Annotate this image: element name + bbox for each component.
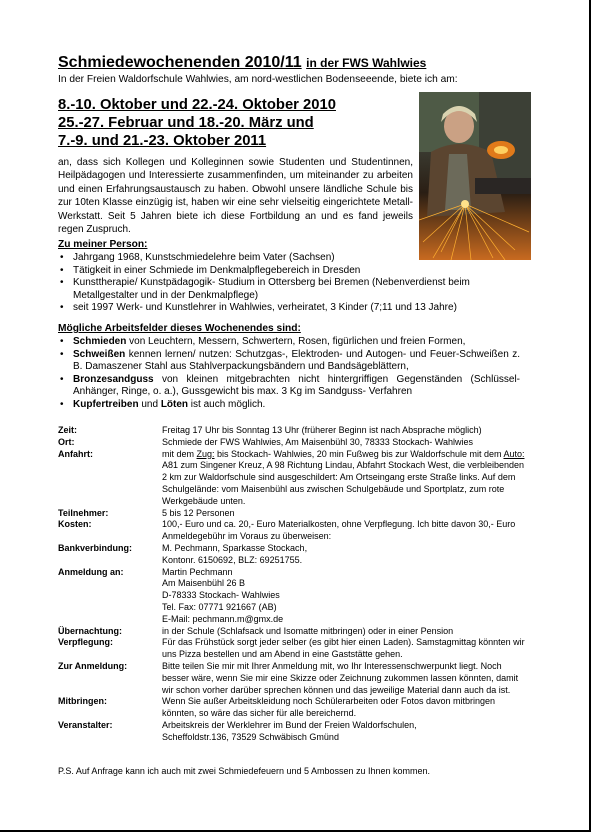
- list-item: • Tätigkeit in einer Schmiede im Denkmalpflegebereich in Dresden: [58, 265, 528, 278]
- field-text: von Leuchtern, Messern, Schwertern, Rosen, figürlichen und freien Formen,: [126, 336, 466, 347]
- info-label: Mitbringen:: [58, 696, 107, 707]
- title-main: Schmiedewochenenden 2010/11: [58, 54, 302, 71]
- info-label: Teilnehmer:: [58, 507, 109, 518]
- info-row-ort: [58, 437, 527, 449]
- info-row-anmeldung: [58, 567, 527, 626]
- info-value: Schmiede der FWS Wahlwies, Am Maisenbühl 30, 78333 Stockach- Wahlwies: [162, 436, 473, 447]
- field-text: ist auch möglich.: [188, 398, 266, 410]
- postscript: P.S. Auf Anfrage kann ich auch mit zwei Schmiedefeuern und 5 Ambossen zu Ihnen kommen.: [58, 766, 431, 776]
- field-text: kennen lernen/ nutzen: Schutzgas-, Elektroden- und Autogen- und Feuer-Schweißen z. B. Damaszener Stahl aus Stahlverpackungsbändern und Bandsägeblättern,: [73, 348, 520, 373]
- list-item: [58, 399, 520, 412]
- info-label: Zeit:: [58, 425, 77, 435]
- fields-list: [58, 336, 520, 412]
- date-line: 25.-27. Februar und 18.-20. März und: [58, 115, 314, 131]
- info-label: Ort:: [58, 436, 75, 447]
- list-item: [58, 336, 520, 349]
- info-value: 100,- Euro und ca. 20,- Euro Materialkosten, ohne Verpflegung. Ich bitte davon 30,- Euro Anmeldegebühr im Voraus zu überweisen:: [162, 519, 516, 542]
- contact-line: D-78333 Stockach- Wahlwies: [162, 590, 280, 601]
- contact-line: Am Maisenbühl 26 B: [162, 578, 246, 589]
- list-item: [58, 349, 520, 374]
- field-text: und: [138, 398, 161, 410]
- info-row-zur-anmeldung: [58, 661, 527, 696]
- blacksmith-photo-graphic: [419, 92, 531, 260]
- field-name: Schmieden: [73, 336, 127, 347]
- anfahrt-text: bis Stockach- Wahlwies, 20 min Fußweg bis zur Waldorfschule mit dem: [214, 448, 504, 459]
- info-row-kosten: [58, 519, 527, 543]
- anfahrt-zug: Zug:: [196, 448, 215, 459]
- info-value: Freitag 17 Uhr bis Sonntag 13 Uhr (früherer Beginn ist nach Absprache möglich): [162, 425, 482, 435]
- info-label: Kosten:: [58, 519, 92, 530]
- list-item: [58, 374, 520, 399]
- info-label: Veranstalter:: [58, 719, 113, 730]
- info-value: Wenn Sie außer Arbeitskleidung noch Schülerarbeiten oder Fotos davon mitbringen könnten, so wäre das sicher für alle bereichernd.: [162, 696, 496, 719]
- date-line: 8.-10. Oktober und 22.-24. Oktober 2010: [58, 97, 336, 113]
- organizer-line: Arbeitskreis der Werklehrer im Bund der Freien Waldorfschulen,: [162, 719, 417, 730]
- field-name: Löten: [160, 398, 189, 410]
- email-link[interactable]: E-Mail: pechmann.m@gmx.de: [162, 613, 284, 624]
- document-title: [58, 54, 426, 72]
- info-row-mitbringen: [58, 696, 527, 720]
- info-table: [58, 425, 527, 744]
- field-name: Bronzesandguss: [73, 373, 154, 385]
- anfahrt-text: mit dem: [162, 448, 197, 459]
- info-row-teilnehmer: [58, 508, 527, 520]
- date-line: 7.-9. und 21.-23. Oktober 2011: [58, 133, 267, 149]
- description-paragraph: an, dass sich Kollegen und Kolleginnen sowie Studenten und Studentinnen, Heilpädagogen und Interessierte zusammenfinden, um miteinander zu arbeiten und einen Erfahrungsaustausch zu haben. Obwohl unsere ländliche Schule bis zur 10ten Klasse einzügig ist, haben wir eine sehr vielseitig eingerichtete Metall-Werkstatt. Seit 5 Jahren biete ich diese Fortbildung an und es fand jeweils regen Zuspruch.: [58, 157, 413, 236]
- info-label: Verpflegung:: [58, 637, 114, 648]
- person-heading: Zu meiner Person:: [58, 239, 148, 250]
- contact-line: Martin Pechmann: [162, 566, 233, 577]
- info-value: in der Schule (Schlafsack und Isomatte mitbringen) oder in einer Pension: [162, 625, 454, 636]
- list-item: • Kunsttherapie/ Kunstpädagogik- Studium in Ottersberg bei Bremen (Nebenverdienst beim Metallgestalter und in der Denkmalpflege): [58, 277, 528, 302]
- info-label: Bankverbindung:: [58, 542, 133, 553]
- field-name: Kupfertreiben: [73, 398, 139, 410]
- info-value: [162, 543, 527, 567]
- info-value: 5 bis 12 Personen: [162, 507, 235, 518]
- info-label: Zur Anmeldung:: [58, 660, 128, 671]
- info-value: [162, 449, 527, 508]
- info-value: Bitte teilen Sie mir mit Ihrer Anmeldung mit, wo Ihr Interessenschwerpunkt liegt. Noch besser wäre, wenn Sie mir eine Skizze oder Zeichnung zukommen lassen könnten, damit wir schon vorher darüber sprechen können und das jeweilige Material dann auch da ist.: [162, 660, 519, 695]
- info-label: Übernachtung:: [58, 625, 122, 636]
- fields-heading: Mögliche Arbeitsfelder dieses Wochenendes sind:: [58, 323, 301, 334]
- anfahrt-text: A81 zum Singener Kreuz, A 98 Richtung Lindau, Abfahrt Stockach West, die verbleibenden 2 km zur Waldorfschule sind ausgeschildert: Am Ortseingang erste Straße links. Auf dem Schulgelände: vom Maisenbühl aus zwischen Schulgebäude und Sportplatz, zum rote Werkgebäude unten.: [162, 460, 525, 506]
- blacksmith-photo: [419, 92, 531, 260]
- info-row-anfahrt: [58, 449, 527, 508]
- info-row-bank: [58, 543, 527, 567]
- list-item: • Jahrgang 1968, Kunstschmiedelehre beim Vater (Sachsen): [58, 252, 528, 265]
- list-item: • seit 1997 Werk- und Kunstlehrer in Wahlwies, verheiratet, 3 Kinder (7;11 und 13 Jahre): [58, 302, 528, 315]
- info-value: Für das Frühstück sorgt jeder selber (es gibt hier einen Laden). Samstagmittag könnten wir uns Pizza bestellen und am Abend in eine Gaststätte gehen.: [162, 637, 525, 660]
- bank-line: Kontonr. 6150692, BLZ: 69251755.: [162, 554, 303, 565]
- info-value: [162, 567, 527, 626]
- person-list: [58, 252, 528, 315]
- field-name: Schweißen: [73, 348, 126, 360]
- info-label: Anmeldung an:: [58, 566, 124, 577]
- intro-text: In der Freien Waldorfschule Wahlwies, am nord-westlichen Bodenseeende, biete ich am:: [58, 74, 458, 85]
- info-label: Anfahrt:: [58, 448, 93, 459]
- title-sub: in der FWS Wahlwies: [306, 56, 427, 70]
- field-text: von kleinen mitgebrachten nicht hintergriffigen Gegenständen (Schlüssel- Anhänger, Ringe, o. a.), Gussgewicht bis max. 3 Kg im Sandguss- Verfahren: [73, 373, 520, 398]
- dates-block: [58, 96, 336, 150]
- info-row-uebernachtung: [58, 626, 527, 638]
- contact-line: Tel. Fax: 07771 921667 (AB): [162, 601, 277, 612]
- anfahrt-auto: Auto:: [503, 448, 525, 459]
- info-row-veranstalter: [58, 720, 527, 744]
- info-value: [162, 720, 527, 744]
- organizer-line: Scheffoldstr.136, 73529 Schwäbisch Gmünd: [162, 731, 339, 742]
- info-row-verpflegung: [58, 637, 527, 661]
- info-row-zeit: [58, 425, 527, 437]
- bank-line: M. Pechmann, Sparkasse Stockach,: [162, 542, 308, 553]
